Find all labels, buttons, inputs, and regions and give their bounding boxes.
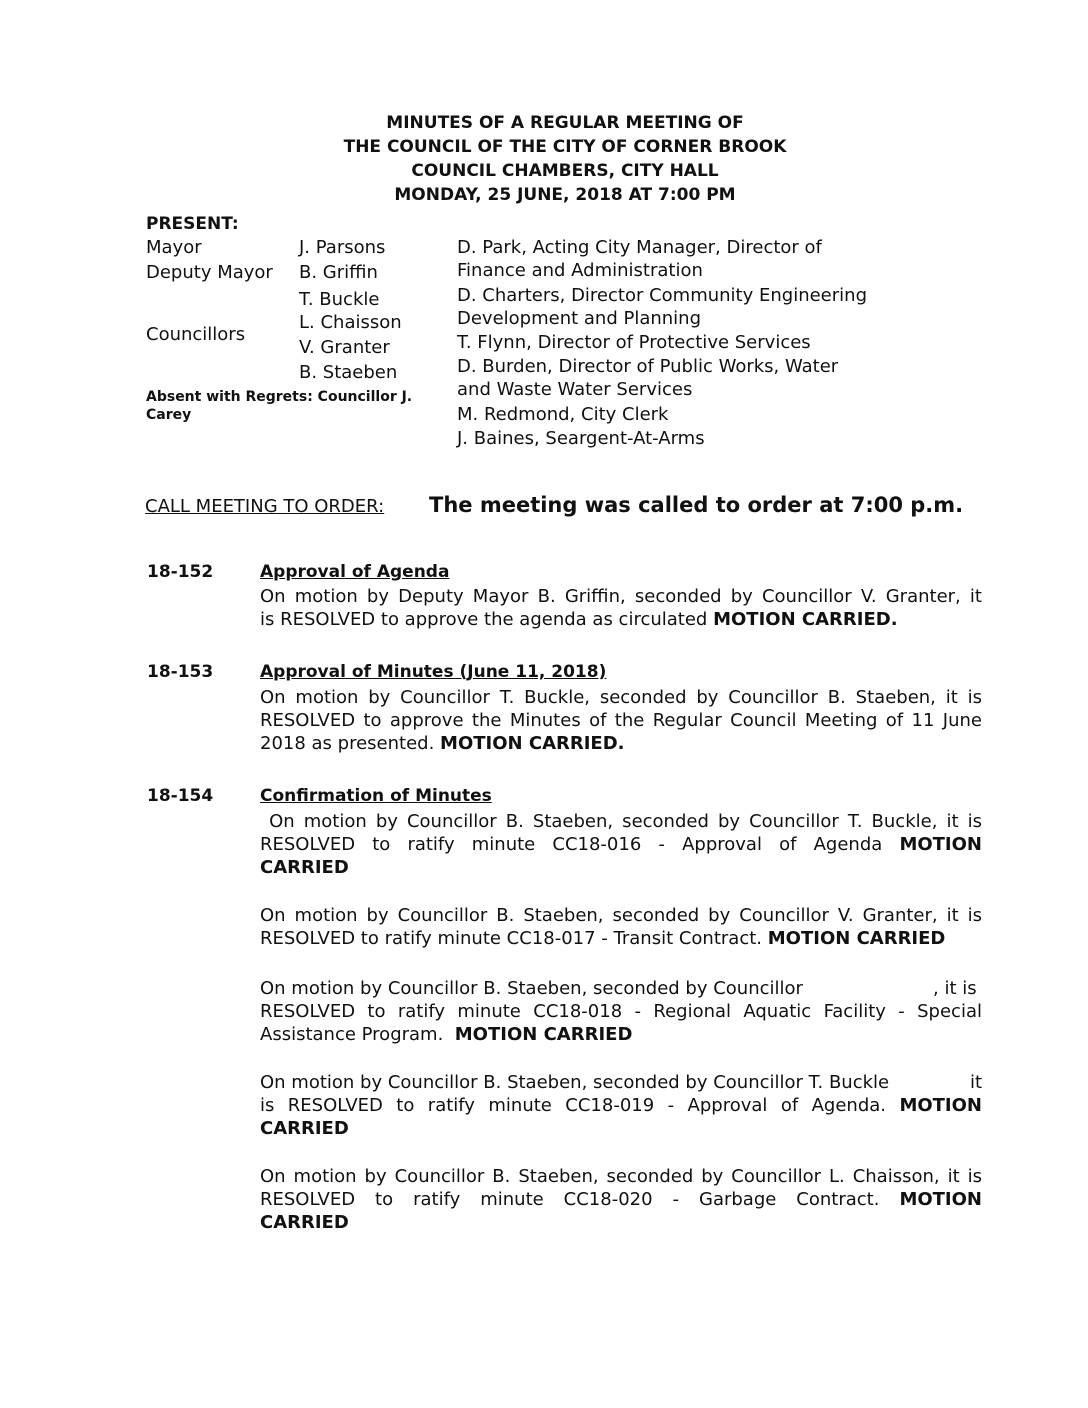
title-line-4: MONDAY, 25 JUNE, 2018 AT 7:00 PM xyxy=(394,185,736,205)
confirmation-paragraph-4 xyxy=(260,1094,982,1140)
role-deputy-mayor: Deputy Mayor xyxy=(146,262,273,283)
item-18-152-body xyxy=(260,585,982,631)
staff-line-2: Finance and Administration xyxy=(457,260,703,281)
confirmation-paragraph-1 xyxy=(260,810,982,879)
text-line xyxy=(260,1094,982,1117)
confirmation-para3-line1-start: On motion by Councillor B. Staeben, seconded by Councillor xyxy=(260,978,803,999)
item-heading-confirmation-of-minutes: Confirmation of Minutes xyxy=(260,786,492,806)
role-councillors: Councillors xyxy=(146,324,246,345)
title-line-3: COUNCIL CHAMBERS, CITY HALL xyxy=(411,161,719,181)
motion-result: MOTION xyxy=(899,1189,982,1210)
text-line xyxy=(260,608,982,631)
motion-result: MOTION CARRIED. xyxy=(440,733,625,754)
motion-result: MOTION xyxy=(899,834,982,855)
role-mayor: Mayor xyxy=(146,237,202,258)
title-line-2: THE COUNCIL OF THE CITY OF CORNER BROOK xyxy=(343,137,787,157)
text-line: On motion by Councillor B. Staeben, seconded by Councillor V. Granter, it is xyxy=(260,905,982,926)
absent-line-1: Absent with Regrets: Councillor J. xyxy=(146,389,413,405)
staff-line-1: D. Park, Acting City Manager, Director of xyxy=(457,237,822,258)
confirmation-para3-line1-end: , it is xyxy=(933,978,977,999)
staff-line-8: M. Redmond, City Clerk xyxy=(457,404,669,425)
motion-result: MOTION CARRIED xyxy=(767,928,946,949)
staff-line-7: and Waste Water Services xyxy=(457,379,693,400)
confirmation-para4-line1-start: On motion by Councillor B. Staeben, seconded by Councillor T. Buckle xyxy=(260,1072,890,1093)
text-line xyxy=(260,1023,982,1046)
item-heading-approval-of-agenda: Approval of Agenda xyxy=(260,562,450,582)
text-segment: is RESOLVED to ratify minute CC18-019 - Approval of Agenda. xyxy=(260,1095,886,1116)
text-line: On motion by Deputy Mayor B. Griffin, seconded by Councillor V. Granter, it xyxy=(260,586,982,607)
staff-line-3: D. Charters, Director Community Engineering xyxy=(457,285,867,306)
motion-result-line: CARRIED xyxy=(260,1118,349,1139)
text-line xyxy=(260,833,982,856)
absent-line-2: Carey xyxy=(146,407,192,423)
text-segment: RESOLVED to ratify minute CC18-020 - Garbage Contract. xyxy=(260,1189,880,1210)
motion-result: MOTION CARRIED xyxy=(454,1024,633,1045)
confirmation-para4-line1-end: it xyxy=(970,1072,983,1093)
motion-result: MOTION xyxy=(899,1095,982,1116)
call-to-order-label: CALL MEETING TO ORDER: xyxy=(145,496,385,517)
staff-line-4: Development and Planning xyxy=(457,308,702,329)
item-number-18-153: 18-153 xyxy=(147,662,214,682)
item-heading-approval-of-minutes: Approval of Minutes (June 11, 2018) xyxy=(260,662,607,682)
text-segment: RESOLVED to ratify minute CC18-016 - Approval of Agenda xyxy=(260,834,883,855)
staff-line-9: J. Baines, Seargent-At-Arms xyxy=(457,428,705,449)
text-segment: Assistance Program. xyxy=(260,1024,444,1045)
call-to-order-text: The meeting was called to order at 7:00 p.m. xyxy=(429,493,964,517)
motion-result: MOTION CARRIED. xyxy=(713,609,898,630)
text-segment: is RESOLVED to approve the agenda as circulated xyxy=(260,609,708,630)
name-buckle: T. Buckle xyxy=(299,289,380,310)
text-line xyxy=(260,732,982,755)
title-line-1: MINUTES OF A REGULAR MEETING OF xyxy=(386,113,744,133)
text-segment: RESOLVED to ratify minute CC18-017 - Transit Contract. xyxy=(260,928,763,949)
confirmation-paragraph-3 xyxy=(260,1000,982,1046)
text-line: RESOLVED to approve the Minutes of the Regular Council Meeting of 11 June xyxy=(260,710,982,731)
text-line: On motion by Councillor B. Staeben, seconded by Councillor L. Chaisson, it is xyxy=(260,1166,982,1187)
name-griffin: B. Griffin xyxy=(299,262,378,283)
text-line xyxy=(260,1188,982,1211)
confirmation-paragraph-2 xyxy=(260,904,982,950)
text-line xyxy=(260,810,982,833)
text-line: RESOLVED to ratify minute CC18-018 - Regional Aquatic Facility - Special xyxy=(260,1001,982,1022)
motion-result-line: CARRIED xyxy=(260,857,349,878)
text-segment: 2018 as presented. xyxy=(260,733,435,754)
name-granter: V. Granter xyxy=(299,337,390,358)
item-number-18-152: 18-152 xyxy=(147,562,214,582)
name-parsons: J. Parsons xyxy=(299,237,386,258)
name-staeben: B. Staeben xyxy=(299,362,398,383)
name-chaisson: L. Chaisson xyxy=(299,312,402,333)
text-line xyxy=(260,927,982,950)
document-title xyxy=(0,111,1088,207)
motion-result-line: CARRIED xyxy=(260,1212,349,1233)
present-label: PRESENT: xyxy=(146,214,239,234)
confirmation-paragraph-5 xyxy=(260,1165,982,1234)
text-segment: On motion by Councillor B. Staeben, seconded by Councillor T. Buckle, it is xyxy=(269,811,982,832)
item-18-153-body xyxy=(260,686,982,755)
text-line: On motion by Councillor T. Buckle, seconded by Councillor B. Staeben, it is xyxy=(260,687,982,708)
staff-line-6: D. Burden, Director of Public Works, Water xyxy=(457,356,839,377)
item-number-18-154: 18-154 xyxy=(147,786,214,806)
staff-line-5: T. Flynn, Director of Protective Services xyxy=(457,332,811,353)
